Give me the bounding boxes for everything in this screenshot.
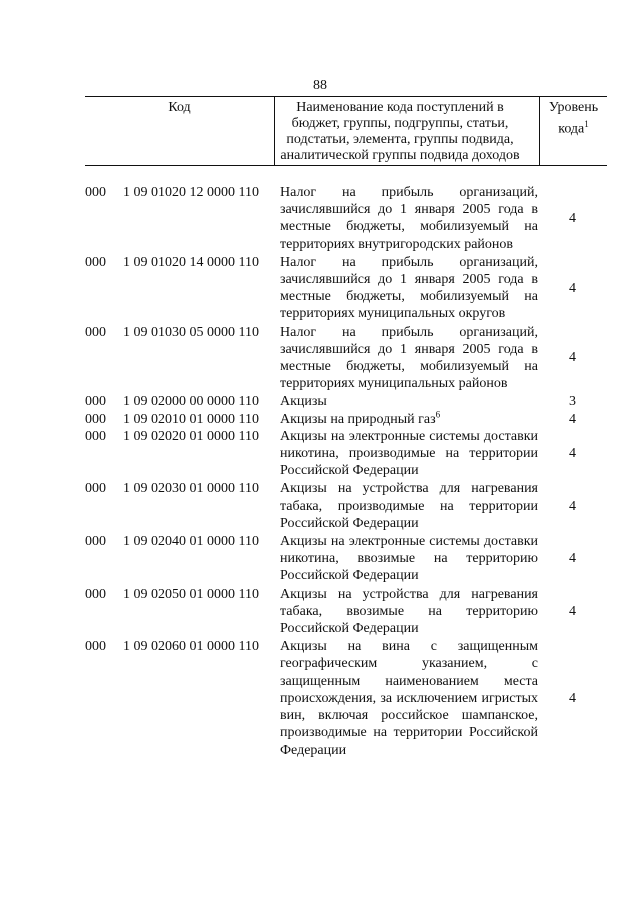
admin-code: 000 <box>85 639 106 655</box>
code-name-text: Акцизы на природный газ <box>280 411 436 427</box>
footnote-marker: 6 <box>435 408 441 419</box>
page-number: 88 <box>313 78 327 93</box>
code-name: Акцизы на электронные системы доставки никотина, ввозимые на территорию Российской Федерации <box>280 534 538 584</box>
budget-code: 1 09 01020 14 0000 110 <box>123 254 259 270</box>
table-row <box>85 184 607 253</box>
admin-code: 000 <box>85 534 106 550</box>
admin-code: 000 <box>85 324 106 340</box>
budget-code: 1 09 02060 01 0000 110 <box>123 639 259 655</box>
table-header <box>85 96 607 166</box>
table-row <box>85 324 607 393</box>
code-name: Налог на прибыль организаций, зачислявшийся до 1 января 2005 года в местные бюджеты, мобилизуемый на территориях внутригородских районов <box>280 185 538 252</box>
header-code <box>85 97 275 165</box>
code-level: 4 <box>569 498 576 514</box>
header-name-label: Наименование кода поступлений в бюджет, группы, подгруппы, статьи, подстатьи, элемента, группы подвида, аналитической группы подвида доходов <box>280 100 520 163</box>
code-name: Акцизы на устройства для нагревания табака, производимые на территории Российской Федерации <box>280 481 538 531</box>
budget-code: 1 09 01030 05 0000 110 <box>123 324 259 340</box>
code-name: Акцизы на вина с защищенным географическим указанием, с защищенным наименованием места происхождения, за исключением игристых вин, включая российское шампанское, производимые на территории Российской Федерации <box>280 639 538 758</box>
code-level: 4 <box>569 411 576 427</box>
header-level-label: Уровень кода <box>548 100 599 137</box>
budget-code: 1 09 02000 00 0000 110 <box>123 394 259 410</box>
table-row <box>85 408 607 428</box>
code-name: Налог на прибыль организаций, зачислявшийся до 1 января 2005 года в местные бюджеты, мобилизуемый на территориях муниципальных районов <box>280 324 538 392</box>
admin-code: 000 <box>85 254 106 270</box>
budget-code: 1 09 02020 01 0000 110 <box>123 428 259 444</box>
code-level: 3 <box>569 394 576 410</box>
budget-code: 1 09 02040 01 0000 110 <box>123 534 259 550</box>
code-name: Налог на прибыль организаций, зачислявшийся до 1 января 2005 года в местные бюджеты, мобилизуемый на территориях муниципальных округов <box>280 254 538 322</box>
code-level: 4 <box>569 280 576 296</box>
admin-code: 000 <box>85 394 106 410</box>
table-row <box>85 533 607 585</box>
admin-code: 000 <box>85 185 106 200</box>
table-row <box>85 586 607 638</box>
code-name: Акцизы <box>280 394 327 410</box>
budget-code: 1 09 01020 12 0000 110 <box>123 185 259 200</box>
admin-code: 000 <box>85 411 106 427</box>
code-level: 4 <box>569 690 576 706</box>
budget-code: 1 09 02050 01 0000 110 <box>123 586 259 602</box>
code-name: Акцизы на электронные системы доставки никотина, производимые на территории Российской Федерации <box>280 428 538 479</box>
header-code-label: Код <box>168 100 191 115</box>
code-level: 4 <box>569 603 576 619</box>
table-body <box>85 184 607 759</box>
code-name <box>280 408 538 428</box>
table-row <box>85 393 607 410</box>
code-level: 4 <box>569 446 576 462</box>
table-row <box>85 254 607 323</box>
header-level <box>539 97 607 165</box>
admin-code: 000 <box>85 586 106 602</box>
table-row <box>85 428 607 480</box>
budget-code: 1 09 02030 01 0000 110 <box>123 481 259 497</box>
code-name: Акцизы на устройства для нагревания табака, ввозимые на территорию Российской Федерации <box>280 586 538 637</box>
table-row <box>85 480 607 532</box>
code-level: 4 <box>569 210 576 226</box>
code-level: 4 <box>569 551 576 567</box>
admin-code: 000 <box>85 481 106 497</box>
admin-code: 000 <box>85 428 106 444</box>
header-level-footnote: 1 <box>584 119 589 129</box>
budget-code: 1 09 02010 01 0000 110 <box>123 411 259 427</box>
code-level: 4 <box>569 350 576 366</box>
table-row <box>85 638 607 758</box>
